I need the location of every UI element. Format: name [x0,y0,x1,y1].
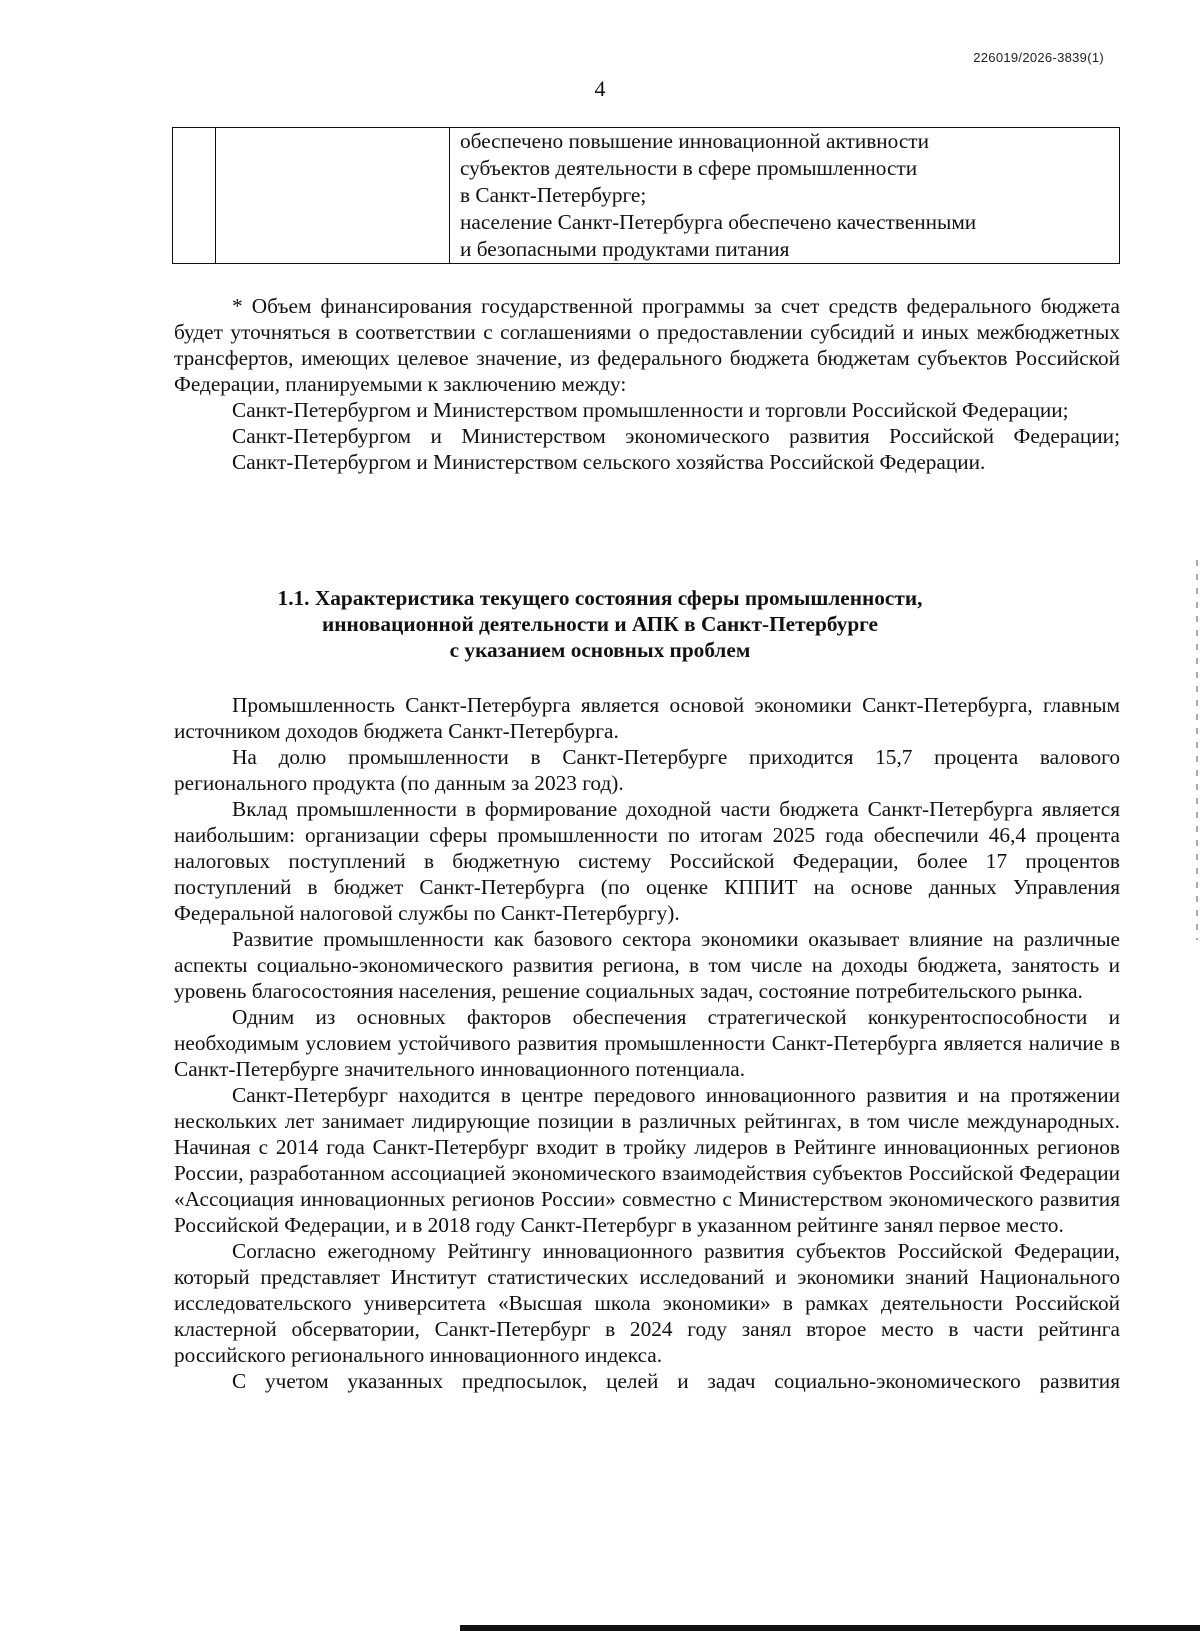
scan-artifact-dots [1196,560,1198,940]
table-cell-line: субъектов деятельности в сфере промышленности [460,156,918,180]
body-paragraph: Промышленность Санкт-Петербурга является основой экономики Санкт-Петербурга, главным источником доходов бюджета Санкт-Петербурга. [174,693,1120,743]
body-paragraph: С учетом указанных предпосылок, целей и задач социально-экономического развития [232,1369,1120,1393]
table-cell-line: население Санкт-Петербурга обеспечено качественными [460,210,977,234]
footnote-block [174,293,1120,475]
section-heading-line: 1.1. Характеристика текущего состояния сферы промышленности, [277,586,923,610]
scan-artifact-bar [460,1625,1200,1631]
footnote-paragraph: Санкт-Петербургом и Министерством промышленности и торговли Российской Федерации; [232,398,1069,422]
section-heading-line: инновационной деятельности и АПК в Санкт-Петербурге [321,612,879,636]
table-cell-results [450,128,1120,264]
body-paragraph: Санкт-Петербург находится в центре передового инновационного развития и на протяжении нескольких лет занимает лидирующие позиции в различных рейтингах, в том числе международных. Начиная с 2014 года Санкт-Петербург входит в тройку лидеров в Рейтинге инновационных регионов России, разработанном ассоциацией экономического взаимодействия субъектов Российской Федерации «Ассоциация инновационных регионов России» совместно с Министерством экономического развития Российской Федерации, и в 2018 году Санкт-Петербург в указанном рейтинге занял первое место. [174,1083,1120,1237]
table-row [173,128,1120,264]
table-cell-line: и безопасными продуктами питания [460,237,790,261]
table-cell-line: в Санкт-Петербурге; [460,183,647,207]
footnote-paragraph: Санкт-Петербургом и Министерством сельского хозяйства Российской Федерации. [232,450,986,474]
body-paragraph: Одним из основных факторов обеспечения стратегической конкурентоспособности и необходимым условием устойчивого развития промышленности Санкт-Петербурга является наличие в Санкт-Петербурге значительного инновационного потенциала. [174,1005,1120,1081]
body-paragraph: Развитие промышленности как базового сектора экономики оказывает влияние на различные аспекты социально-экономического развития региона, в том числе на доходы бюджета, занятость и уровень благосостояния населения, решение социальных задач, состояние потребительского рынка. [174,927,1120,1003]
section-heading [0,585,1200,663]
body-paragraph: Согласно ежегодному Рейтингу инновационного развития субъектов Российской Федерации, который представляет Институт статистических исследований и экономики знаний Национального исследовательского университета «Высшая школа экономики» в рамках деятельности Российской кластерной обсерватории, Санкт-Петербург в 2024 году занял второе место в части рейтинга российского регионального инновационного индекса. [174,1239,1120,1367]
table-cell-name [216,128,450,264]
section-body [174,692,1120,1394]
body-paragraph: На долю промышленности в Санкт-Петербурге приходится 15,7 процента валового регионального продукта (по данным за 2023 год). [174,745,1120,795]
body-paragraph: Вклад промышленности в формирование доходной части бюджета Санкт-Петербурга является наибольшим: организации сферы промышленности по итогам 2025 года обеспечили 46,4 процента налоговых поступлений в бюджетную систему Российской Федерации, более 17 процентов поступлений в бюджет Санкт-Петербурга (по оценке КППИТ на основе данных Управления Федеральной налоговой службы по Санкт-Петербургу). [174,797,1120,925]
table-cell-number [173,128,216,264]
document-registration-number: 226019/2026-3839(1) [973,50,1104,65]
continuation-table [172,127,1120,264]
page-number: 4 [594,76,606,101]
section-heading-line: с указанием основных проблем [449,638,751,662]
table-cell-line: обеспечено повышение инновационной активности [460,129,930,153]
footnote-paragraph: * Объем финансирования государственной программы за счет средств федерального бюджета будет уточняться в соответствии с соглашениями о предоставлении субсидий и иных межбюджетных трансфертов, имеющих целевое значение, из федерального бюджета бюджетам субъектов Российской Федерации, планируемыми к заключению между: [174,294,1120,396]
footnote-paragraph: Санкт-Петербургом и Министерством экономического развития Российской Федерации; [232,424,1120,448]
